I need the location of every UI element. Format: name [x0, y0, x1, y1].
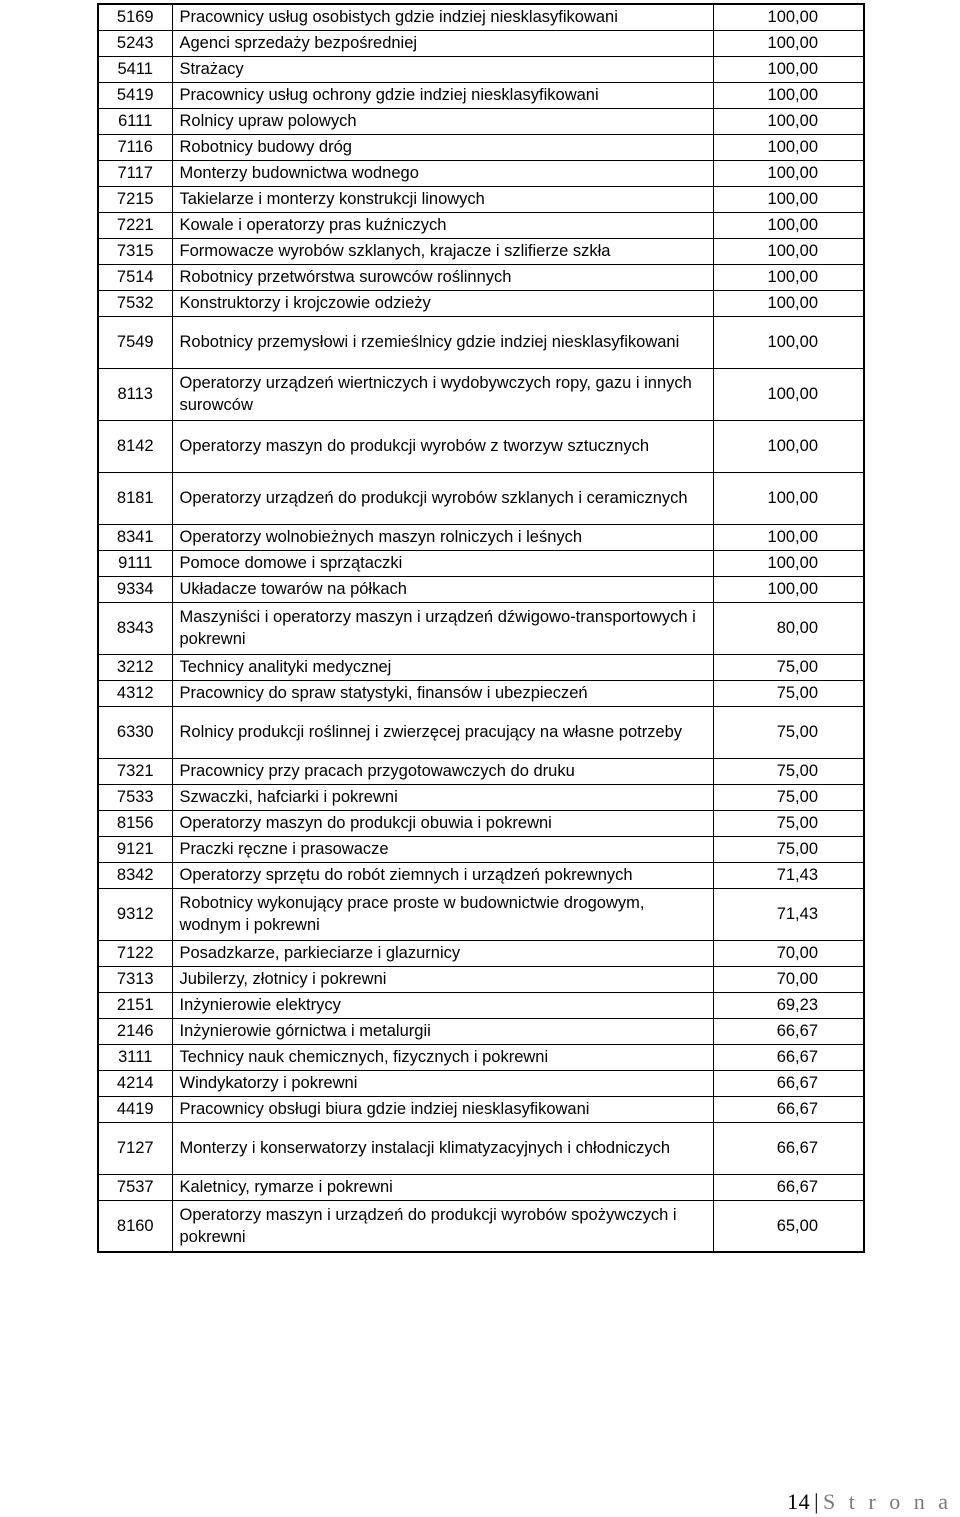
occupation-name: Technicy nauk chemicznych, fizycznych i pokrewni — [172, 1044, 713, 1070]
occupation-name: Szwaczki, hafciarki i pokrewni — [172, 784, 713, 810]
table-row — [98, 1200, 864, 1252]
table-row — [98, 186, 864, 212]
occupation-name: Posadzkarze, parkieciarze i glazurnicy — [172, 940, 713, 966]
occupation-value: 100,00 — [713, 82, 864, 108]
occupation-code: 7117 — [98, 160, 172, 186]
table-row — [98, 654, 864, 680]
occupation-code: 3111 — [98, 1044, 172, 1070]
occupation-value: 100,00 — [713, 576, 864, 602]
table-row — [98, 784, 864, 810]
table-body — [98, 4, 864, 1252]
occupation-code: 7215 — [98, 186, 172, 212]
occupation-value: 100,00 — [713, 4, 864, 30]
occupation-name: Robotnicy budowy dróg — [172, 134, 713, 160]
table-row — [98, 4, 864, 30]
occupation-value: 100,00 — [713, 160, 864, 186]
occupation-value: 70,00 — [713, 940, 864, 966]
table-row — [98, 1122, 864, 1174]
table-row — [98, 472, 864, 524]
occupation-code: 7313 — [98, 966, 172, 992]
occupation-name: Pracownicy usług osobistych gdzie indziej niesklasyfikowani — [172, 4, 713, 30]
occupation-name: Kowale i operatorzy pras kuźniczych — [172, 212, 713, 238]
occupation-code: 4312 — [98, 680, 172, 706]
occupation-name: Pracownicy do spraw statystyki, finansów i ubezpieczeń — [172, 680, 713, 706]
occupation-code: 6111 — [98, 108, 172, 134]
occupation-name: Formowacze wyrobów szklanych, krajacze i szlifierze szkła — [172, 238, 713, 264]
occupation-value: 66,67 — [713, 1174, 864, 1200]
occupation-name: Operatorzy maszyn do produkcji wyrobów z tworzyw sztucznych — [172, 420, 713, 472]
occupation-value: 75,00 — [713, 784, 864, 810]
occupation-value: 66,67 — [713, 1070, 864, 1096]
occupation-name: Pracownicy obsługi biura gdzie indziej niesklasyfikowani — [172, 1096, 713, 1122]
table-row — [98, 316, 864, 368]
occupation-code: 8341 — [98, 524, 172, 550]
occupation-value: 100,00 — [713, 30, 864, 56]
occupation-name: Kaletnicy, rymarze i pokrewni — [172, 1174, 713, 1200]
occupation-name: Maszyniści i operatorzy maszyn i urządzeń dźwigowo-transportowych i pokrewni — [172, 602, 713, 654]
occupation-value: 75,00 — [713, 810, 864, 836]
occupation-code: 5411 — [98, 56, 172, 82]
occupation-code: 7533 — [98, 784, 172, 810]
occupation-value: 100,00 — [713, 134, 864, 160]
occupation-name: Pomoce domowe i sprzątaczki — [172, 550, 713, 576]
occupation-value: 66,67 — [713, 1096, 864, 1122]
occupation-code: 5419 — [98, 82, 172, 108]
occupation-name: Robotnicy przemysłowi i rzemieślnicy gdzie indziej niesklasyfikowani — [172, 316, 713, 368]
table-row — [98, 836, 864, 862]
occupation-value: 100,00 — [713, 212, 864, 238]
occupation-value: 75,00 — [713, 836, 864, 862]
occupation-code: 5243 — [98, 30, 172, 56]
occupation-value: 66,67 — [713, 1122, 864, 1174]
occupation-code: 7537 — [98, 1174, 172, 1200]
occupation-code: 8181 — [98, 472, 172, 524]
occupation-value: 100,00 — [713, 238, 864, 264]
occupation-name: Agenci sprzedaży bezpośredniej — [172, 30, 713, 56]
occupation-name: Układacze towarów na półkach — [172, 576, 713, 602]
occupation-value: 69,23 — [713, 992, 864, 1018]
table-row — [98, 264, 864, 290]
page-number: 14 — [787, 1489, 811, 1514]
table-row — [98, 238, 864, 264]
occupation-name: Inżynierowie elektrycy — [172, 992, 713, 1018]
occupation-code: 6330 — [98, 706, 172, 758]
table-row — [98, 30, 864, 56]
occupation-name: Operatorzy urządzeń wiertniczych i wydobywczych ropy, gazu i innych surowców — [172, 368, 713, 420]
occupation-value: 100,00 — [713, 524, 864, 550]
occupation-code: 9121 — [98, 836, 172, 862]
occupation-name: Strażacy — [172, 56, 713, 82]
table-row — [98, 576, 864, 602]
occupation-value: 75,00 — [713, 706, 864, 758]
occupation-value: 100,00 — [713, 420, 864, 472]
occupation-value: 66,67 — [713, 1044, 864, 1070]
page-footer — [787, 1489, 952, 1515]
occupation-code: 9312 — [98, 888, 172, 940]
occupation-code: 5169 — [98, 4, 172, 30]
occupation-value: 100,00 — [713, 186, 864, 212]
table-row — [98, 56, 864, 82]
occupation-value: 75,00 — [713, 758, 864, 784]
table-row — [98, 160, 864, 186]
occupation-name: Windykatorzy i pokrewni — [172, 1070, 713, 1096]
table-row — [98, 1018, 864, 1044]
table-row — [98, 758, 864, 784]
occupation-value: 100,00 — [713, 56, 864, 82]
occupation-value: 75,00 — [713, 654, 864, 680]
table-row — [98, 550, 864, 576]
occupation-value: 70,00 — [713, 966, 864, 992]
occupation-code: 9111 — [98, 550, 172, 576]
occupation-name: Technicy analityki medycznej — [172, 654, 713, 680]
occupation-table — [97, 3, 865, 1253]
occupation-code: 7122 — [98, 940, 172, 966]
occupation-value: 65,00 — [713, 1200, 864, 1252]
occupation-code: 7315 — [98, 238, 172, 264]
occupation-code: 7514 — [98, 264, 172, 290]
page-label: S t r o n a — [823, 1489, 952, 1514]
occupation-value: 100,00 — [713, 264, 864, 290]
occupation-value: 100,00 — [713, 472, 864, 524]
occupation-code: 9334 — [98, 576, 172, 602]
table-row — [98, 1096, 864, 1122]
occupation-name: Operatorzy sprzętu do robót ziemnych i urządzeń pokrewnych — [172, 862, 713, 888]
occupation-code: 7127 — [98, 1122, 172, 1174]
table-row — [98, 1044, 864, 1070]
occupation-name: Takielarze i monterzy konstrukcji linowych — [172, 186, 713, 212]
table-row — [98, 706, 864, 758]
occupation-name: Pracownicy usług ochrony gdzie indziej niesklasyfikowani — [172, 82, 713, 108]
table-row — [98, 992, 864, 1018]
occupation-value: 75,00 — [713, 680, 864, 706]
table-row — [98, 1174, 864, 1200]
occupation-name: Operatorzy maszyn do produkcji obuwia i pokrewni — [172, 810, 713, 836]
table-row — [98, 940, 864, 966]
occupation-code: 3212 — [98, 654, 172, 680]
table-row — [98, 810, 864, 836]
occupation-name: Operatorzy wolnobieżnych maszyn rolniczych i leśnych — [172, 524, 713, 550]
occupation-code: 8156 — [98, 810, 172, 836]
occupation-code: 4419 — [98, 1096, 172, 1122]
occupation-code: 2146 — [98, 1018, 172, 1044]
occupation-name: Monterzy i konserwatorzy instalacji klimatyzacyjnych i chłodniczych — [172, 1122, 713, 1174]
table-row — [98, 134, 864, 160]
occupation-name: Monterzy budownictwa wodnego — [172, 160, 713, 186]
occupation-value: 80,00 — [713, 602, 864, 654]
occupation-name: Pracownicy przy pracach przygotowawczych do druku — [172, 758, 713, 784]
occupation-value: 71,43 — [713, 888, 864, 940]
occupation-value: 100,00 — [713, 290, 864, 316]
table-row — [98, 1070, 864, 1096]
table-row — [98, 966, 864, 992]
table-row — [98, 108, 864, 134]
occupation-code: 7116 — [98, 134, 172, 160]
occupation-code: 8343 — [98, 602, 172, 654]
table-row — [98, 368, 864, 420]
table-row — [98, 862, 864, 888]
occupation-code: 8160 — [98, 1200, 172, 1252]
occupation-code: 7221 — [98, 212, 172, 238]
occupation-name: Konstruktorzy i krojczowie odzieży — [172, 290, 713, 316]
occupation-value: 66,67 — [713, 1018, 864, 1044]
occupation-name: Praczki ręczne i prasowacze — [172, 836, 713, 862]
occupation-code: 8113 — [98, 368, 172, 420]
table-row — [98, 602, 864, 654]
occupation-code: 7549 — [98, 316, 172, 368]
table-row — [98, 82, 864, 108]
table-row — [98, 524, 864, 550]
table-row — [98, 290, 864, 316]
occupation-name: Operatorzy maszyn i urządzeń do produkcji wyrobów spożywczych i pokrewni — [172, 1200, 713, 1252]
occupation-name: Operatorzy urządzeń do produkcji wyrobów szklanych i ceramicznych — [172, 472, 713, 524]
occupation-code: 4214 — [98, 1070, 172, 1096]
occupation-value: 71,43 — [713, 862, 864, 888]
table-row — [98, 212, 864, 238]
table-row — [98, 420, 864, 472]
occupation-name: Jubilerzy, złotnicy i pokrewni — [172, 966, 713, 992]
occupation-value: 100,00 — [713, 550, 864, 576]
occupation-code: 8342 — [98, 862, 172, 888]
occupation-code: 7532 — [98, 290, 172, 316]
occupation-name: Inżynierowie górnictwa i metalurgii — [172, 1018, 713, 1044]
occupation-name: Rolnicy produkcji roślinnej i zwierzęcej pracujący na własne potrzeby — [172, 706, 713, 758]
occupation-value: 100,00 — [713, 316, 864, 368]
occupation-value: 100,00 — [713, 108, 864, 134]
occupation-code: 8142 — [98, 420, 172, 472]
occupation-name: Robotnicy wykonujący prace proste w budownictwie drogowym, wodnym i pokrewni — [172, 888, 713, 940]
occupation-name: Robotnicy przetwórstwa surowców roślinnych — [172, 264, 713, 290]
table-row — [98, 888, 864, 940]
table-row — [98, 680, 864, 706]
occupation-code: 2151 — [98, 992, 172, 1018]
occupation-value: 100,00 — [713, 368, 864, 420]
occupation-name: Rolnicy upraw polowych — [172, 108, 713, 134]
footer-separator: | — [814, 1489, 820, 1514]
occupation-code: 7321 — [98, 758, 172, 784]
